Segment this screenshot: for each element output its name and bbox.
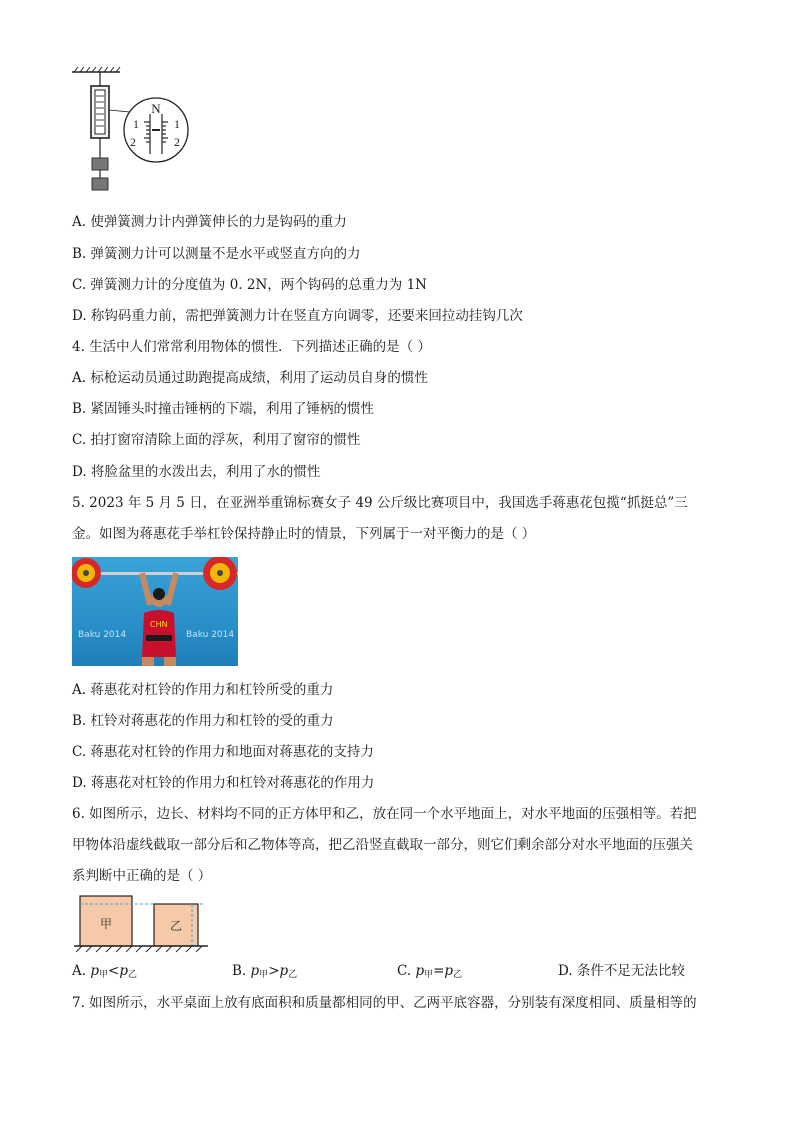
q6-c-sub2: 乙 xyxy=(453,970,463,980)
q6-b-p2: p xyxy=(279,963,289,979)
q6-stem-line3: 系判断中正确的是（ ） xyxy=(72,868,212,884)
q6-stem-line1: 6. 如图所示，边长、材料均不同的正方体甲和乙，放在同一个水平地面上，对水平地面的压强相等。若把 xyxy=(72,806,697,822)
q6-c-sub1: 甲 xyxy=(424,970,434,980)
spring-left-top: 1 xyxy=(133,117,139,131)
q6-c-p2: p xyxy=(444,963,454,979)
q6-options xyxy=(72,961,732,981)
q5-stem-line2: 金。如图为蒋惠花手举杠铃保持静止时的情景，下列属于一对平衡力的是（ ） xyxy=(72,526,536,542)
q6-a-op: < xyxy=(108,963,120,979)
cubes-figure xyxy=(72,892,212,956)
q5-stem-line1: 5. 2023 年 5 月 5 日，在亚洲举重锦标赛女子 49 公斤级比赛项目中，我国选手蒋惠花包揽“抓挺总”三 xyxy=(72,495,688,511)
q3-option-c: C. 弹簧测力计的分度值为 0. 2N，两个钩码的总重力为 1N xyxy=(72,277,427,293)
q7-stem-line1: 7. 如图所示，水平桌面上放有底面积和质量都相同的甲、乙两平底容器，分别装有深度相同、质量相等的 xyxy=(72,995,697,1011)
q6-a-p2: p xyxy=(119,963,128,979)
q3-option-b: B. 弹簧测力计可以测量不是水平或竖直方向的力 xyxy=(72,246,361,262)
q4-option-d: D. 将脸盆里的水泼出去，利用了水的惯性 xyxy=(72,464,321,480)
block-yi-label: 乙 xyxy=(169,919,183,933)
q6-option-b xyxy=(232,961,297,985)
q6-b-prefix: B. xyxy=(232,963,251,979)
q6-stem-line2: 甲物体沿虚线截取一部分后和乙物体等高，把乙沿竖直截取一部分，则它们剩余部分对水平地面的压强关 xyxy=(72,837,693,853)
block-jia-label: 甲 xyxy=(99,917,113,931)
photo-banner-right: Baku 2014 xyxy=(186,630,235,640)
q6-option-d: D. 条件不足无法比较 xyxy=(558,963,685,979)
q6-c-prefix: C. xyxy=(397,963,416,979)
q6-c-p1: p xyxy=(415,963,425,979)
q4-option-a: A. 标枪运动员通过助跑提高成绩，利用了运动员自身的惯性 xyxy=(72,370,428,386)
photo-jersey-text: CHN xyxy=(150,620,168,629)
spring-scale-figure xyxy=(70,66,200,196)
q5-option-a: A. 蒋惠花对杠铃的作用力和杠铃所受的重力 xyxy=(72,682,334,698)
q5-option-c: C. 蒋惠花对杠铃的作用力和地面对蒋惠花的支持力 xyxy=(72,744,374,760)
q4-stem: 4. 生活中人们常常利用物体的惯性．下列描述正确的是（ ） xyxy=(72,339,431,355)
q6-a-sub1: 甲 xyxy=(99,970,109,980)
q6-a-p1: p xyxy=(90,963,99,979)
photo-banner-left: Baku 2014 xyxy=(78,630,127,640)
weightlifter-photo xyxy=(72,557,238,666)
spring-pole-label: N xyxy=(151,101,161,116)
spring-right-bottom: 2 xyxy=(174,135,180,149)
q6-b-p1: p xyxy=(250,963,260,979)
q6-option-a xyxy=(72,961,137,985)
q6-b-sub1: 甲 xyxy=(259,970,269,980)
q3-option-a: A. 使弹簧测力计内弹簧伸长的力是钩码的重力 xyxy=(72,214,347,230)
q6-b-op: > xyxy=(268,963,280,979)
q4-option-b: B. 紧固锤头时撞击锤柄的下端，利用了锤柄的惯性 xyxy=(72,401,375,417)
q4-option-c: C. 拍打窗帘清除上面的浮灰，利用了窗帘的惯性 xyxy=(72,432,361,448)
spring-right-top: 1 xyxy=(174,117,180,131)
q3-option-d: D. 称钩码重力前，需把弹簧测力计在竖直方向调零，还要来回拉动挂钩几次 xyxy=(72,308,523,324)
q6-a-sub2: 乙 xyxy=(127,970,137,980)
q6-a-prefix: A. xyxy=(72,963,91,979)
spring-left-bottom: 2 xyxy=(130,135,136,149)
q5-option-b: B. 杠铃对蒋惠花的作用力和杠铃的受的重力 xyxy=(72,713,334,729)
q6-c-op: = xyxy=(433,963,445,979)
q6-b-sub2: 乙 xyxy=(288,970,298,980)
q6-option-c xyxy=(397,961,462,985)
q5-option-d: D. 蒋惠花对杠铃的作用力和杠铃对蒋惠花的作用力 xyxy=(72,775,375,791)
